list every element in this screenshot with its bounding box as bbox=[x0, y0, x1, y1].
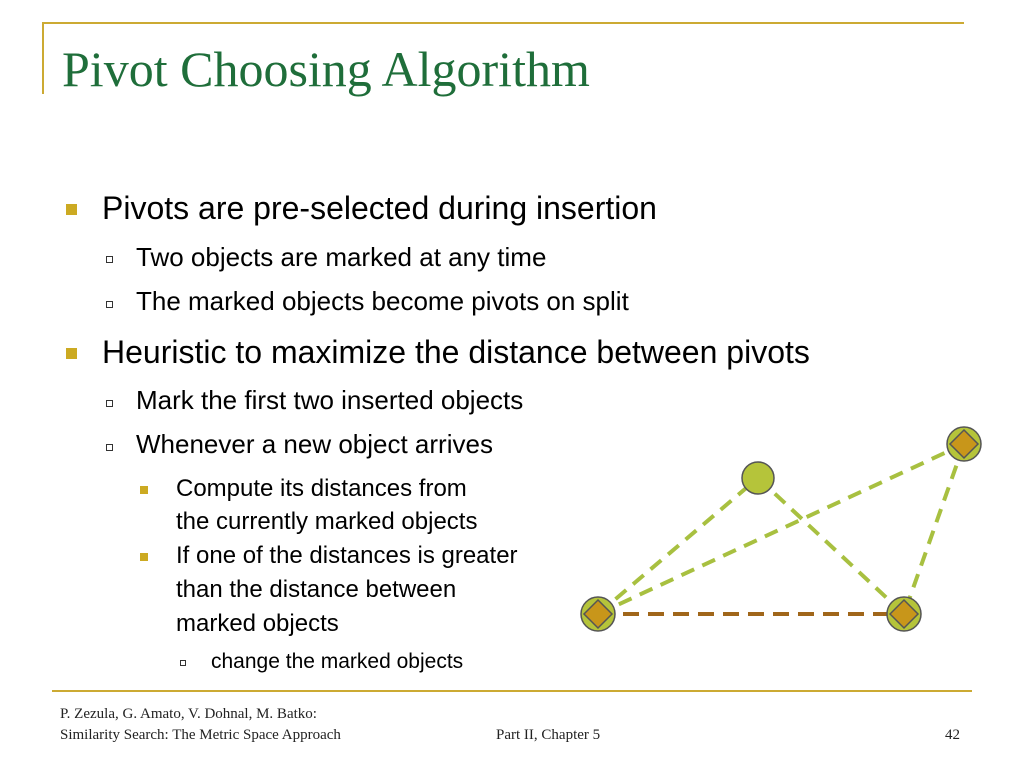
bullet-text-continued: the currently marked objects bbox=[176, 508, 478, 535]
bullet-square-icon bbox=[66, 348, 77, 359]
bullet-text: Compute its distances from bbox=[176, 475, 467, 502]
marked-object-node-left bbox=[581, 597, 615, 631]
bullet-box-icon bbox=[106, 301, 113, 308]
marked-object-node-top-right bbox=[947, 427, 981, 461]
footer-book-title: Similarity Search: The Metric Space Approach bbox=[60, 727, 341, 743]
bullet-text: The marked objects become pivots on split bbox=[136, 286, 629, 316]
pivot-diagram bbox=[570, 420, 990, 650]
marked-object-node-right bbox=[887, 597, 921, 631]
bullet-box-icon bbox=[106, 256, 113, 263]
footer-divider bbox=[52, 690, 972, 692]
link-marked-left-to-top-right bbox=[598, 444, 964, 614]
title-frame-top bbox=[42, 22, 964, 24]
bullet-text: Two objects are marked at any time bbox=[136, 242, 547, 272]
new-object-node bbox=[742, 462, 774, 494]
bullet-box-icon bbox=[106, 400, 113, 407]
title-frame-left bbox=[42, 22, 44, 94]
dashed-links bbox=[598, 444, 964, 614]
slide-title: Pivot Choosing Algorithm bbox=[62, 41, 590, 97]
bullet-square-icon bbox=[66, 204, 77, 215]
bullet-square-icon bbox=[140, 553, 148, 561]
bullet-text: Mark the first two inserted objects bbox=[136, 385, 524, 415]
bullet-text-continued: marked objects bbox=[176, 610, 339, 637]
bullet-square-icon bbox=[140, 486, 148, 494]
bullet-text-continued: than the distance between bbox=[176, 576, 457, 603]
bullet-box-icon bbox=[180, 660, 186, 666]
link-new-to-marked-right bbox=[758, 478, 904, 614]
footer-page-number: 42 bbox=[945, 727, 960, 743]
bullet-text: Whenever a new object arrives bbox=[136, 429, 493, 459]
bullet-box-icon bbox=[106, 444, 113, 451]
bullet-text: If one of the distances is greater bbox=[176, 542, 518, 569]
bullet-text: Heuristic to maximize the distance between pivots bbox=[102, 334, 810, 370]
bullet-text: change the marked objects bbox=[211, 650, 464, 673]
footer-authors: P. Zezula, G. Amato, V. Dohnal, M. Batko: bbox=[60, 706, 317, 722]
footer-chapter: Part II, Chapter 5 bbox=[496, 727, 601, 743]
link-marked-left-to-new bbox=[598, 478, 758, 614]
bullet-text: Pivots are pre-selected during insertion bbox=[102, 190, 657, 226]
